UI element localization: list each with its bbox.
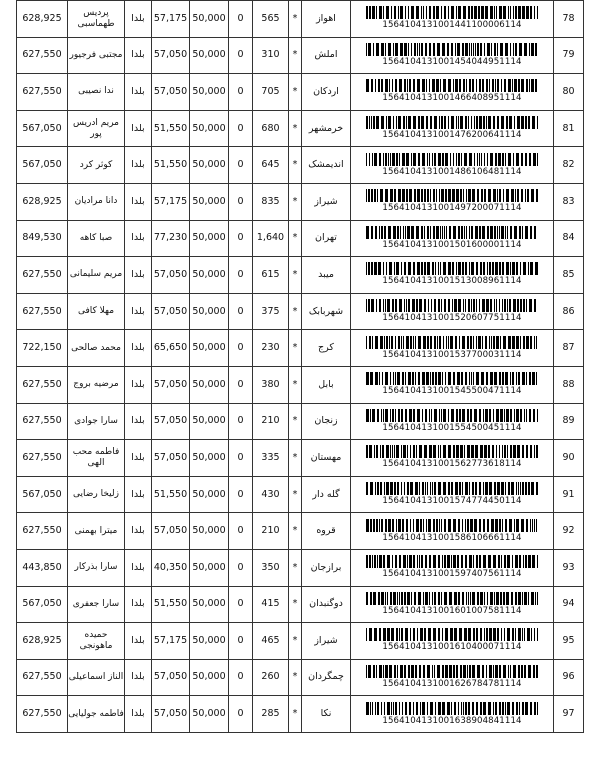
cell-city: نکا bbox=[302, 696, 351, 733]
cell-amount-c: 0 bbox=[229, 257, 253, 294]
cell-recipient-name: سارا بذرکار bbox=[68, 549, 125, 586]
cell-recipient-name: محمد صالحی bbox=[68, 330, 125, 367]
cell-weight: 1,640 bbox=[253, 220, 289, 257]
cell-mark: * bbox=[289, 183, 302, 220]
cell-amount-b: 50,000 bbox=[190, 549, 229, 586]
cell-amount-b: 50,000 bbox=[190, 696, 229, 733]
cell-mark: * bbox=[289, 366, 302, 403]
cell-status: بلدا bbox=[125, 257, 152, 294]
barcode-number: 1564104131001454044951114 bbox=[382, 56, 522, 67]
cell-amount-b: 50,000 bbox=[190, 293, 229, 330]
cell-city: اندیمشک bbox=[302, 147, 351, 184]
cell-amount-a: 57,050 bbox=[152, 513, 190, 550]
barcode-number: 1564104131001574774450114 bbox=[382, 496, 522, 507]
cell-mark: * bbox=[289, 74, 302, 111]
shipment-table bbox=[16, 0, 584, 733]
barcode-number: 1564104131001601007581114 bbox=[382, 605, 522, 616]
cell-amount-a: 77,230 bbox=[152, 220, 190, 257]
cell-amount-b: 50,000 bbox=[190, 513, 229, 550]
barcode-bars bbox=[366, 665, 538, 678]
cell-amount-a: 57,175 bbox=[152, 1, 190, 38]
cell-row-number: 81 bbox=[554, 110, 584, 147]
cell-barcode bbox=[351, 366, 554, 403]
cell-row-number: 85 bbox=[554, 257, 584, 294]
cell-amount-b: 50,000 bbox=[190, 74, 229, 111]
cell-barcode bbox=[351, 623, 554, 660]
cell-amount-a: 57,050 bbox=[152, 659, 190, 696]
cell-status: بلدا bbox=[125, 659, 152, 696]
barcode-number: 1564104131001597407561114 bbox=[382, 569, 522, 580]
cell-row-number: 78 bbox=[554, 1, 584, 38]
barcode-bars bbox=[366, 409, 538, 422]
cell-city: دوگنبدان bbox=[302, 586, 351, 623]
cell-recipient-name: سارا جوادی bbox=[68, 403, 125, 440]
barcode-number: 1564104131001520607751114 bbox=[382, 313, 522, 324]
cell-city: کرج bbox=[302, 330, 351, 367]
cell-row-number: 92 bbox=[554, 513, 584, 550]
cell-status: بلدا bbox=[125, 476, 152, 513]
cell-status: بلدا bbox=[125, 403, 152, 440]
cell-amount-a: 40,350 bbox=[152, 549, 190, 586]
cell-status: بلدا bbox=[125, 183, 152, 220]
barcode-bars bbox=[366, 153, 538, 166]
cell-total: 567,050 bbox=[17, 147, 68, 184]
table-body bbox=[17, 1, 584, 733]
cell-barcode bbox=[351, 110, 554, 147]
cell-amount-a: 57,050 bbox=[152, 37, 190, 74]
cell-mark: * bbox=[289, 476, 302, 513]
cell-barcode bbox=[351, 659, 554, 696]
cell-weight: 380 bbox=[253, 366, 289, 403]
cell-amount-a: 57,050 bbox=[152, 403, 190, 440]
barcode-bars bbox=[366, 226, 538, 239]
barcode-number: 1564104131001537700031114 bbox=[382, 349, 522, 360]
cell-amount-c: 0 bbox=[229, 513, 253, 550]
cell-row-number: 88 bbox=[554, 366, 584, 403]
cell-recipient-name: کوثر کرد bbox=[68, 147, 125, 184]
cell-status: بلدا bbox=[125, 549, 152, 586]
cell-barcode bbox=[351, 257, 554, 294]
cell-total: 849,530 bbox=[17, 220, 68, 257]
cell-amount-b: 50,000 bbox=[190, 440, 229, 477]
cell-city: قروه bbox=[302, 513, 351, 550]
cell-status: بلدا bbox=[125, 74, 152, 111]
cell-weight: 465 bbox=[253, 623, 289, 660]
cell-amount-a: 57,050 bbox=[152, 696, 190, 733]
cell-amount-c: 0 bbox=[229, 366, 253, 403]
cell-weight: 335 bbox=[253, 440, 289, 477]
cell-city: اهواز bbox=[302, 1, 351, 38]
cell-mark: * bbox=[289, 696, 302, 733]
cell-weight: 705 bbox=[253, 74, 289, 111]
cell-amount-c: 0 bbox=[229, 586, 253, 623]
barcode-number: 1564104131001562773618114 bbox=[382, 459, 522, 470]
cell-barcode bbox=[351, 440, 554, 477]
cell-weight: 645 bbox=[253, 147, 289, 184]
cell-total: 627,550 bbox=[17, 257, 68, 294]
cell-amount-c: 0 bbox=[229, 37, 253, 74]
table-row bbox=[17, 330, 584, 367]
barcode-bars bbox=[366, 189, 538, 202]
cell-city: املش bbox=[302, 37, 351, 74]
cell-status: بلدا bbox=[125, 147, 152, 184]
cell-amount-b: 50,000 bbox=[190, 476, 229, 513]
cell-city: مهستان bbox=[302, 440, 351, 477]
table-row bbox=[17, 366, 584, 403]
cell-mark: * bbox=[289, 257, 302, 294]
cell-status: بلدا bbox=[125, 330, 152, 367]
cell-total: 628,925 bbox=[17, 1, 68, 38]
barcode-bars bbox=[366, 482, 538, 495]
cell-weight: 285 bbox=[253, 696, 289, 733]
cell-amount-c: 0 bbox=[229, 476, 253, 513]
cell-amount-c: 0 bbox=[229, 696, 253, 733]
barcode-number: 1564104131001610400071114 bbox=[382, 642, 522, 653]
cell-row-number: 89 bbox=[554, 403, 584, 440]
cell-barcode bbox=[351, 74, 554, 111]
barcode-bars bbox=[366, 79, 538, 92]
cell-amount-a: 51,550 bbox=[152, 110, 190, 147]
cell-amount-b: 50,000 bbox=[190, 366, 229, 403]
cell-amount-b: 50,000 bbox=[190, 659, 229, 696]
cell-recipient-name: مهلا کافی bbox=[68, 293, 125, 330]
cell-recipient-name: پردیس طهماسبی bbox=[68, 1, 125, 38]
barcode-number: 1564104131001441100006114 bbox=[382, 20, 522, 31]
cell-recipient-name: الناز اسماعیلی bbox=[68, 659, 125, 696]
cell-amount-b: 50,000 bbox=[190, 623, 229, 660]
cell-recipient-name: مرضیه بروج bbox=[68, 366, 125, 403]
cell-recipient-name: مریم سلیمانی bbox=[68, 257, 125, 294]
cell-recipient-name: سارا جعفری bbox=[68, 586, 125, 623]
cell-mark: * bbox=[289, 440, 302, 477]
cell-mark: * bbox=[289, 220, 302, 257]
table-row bbox=[17, 403, 584, 440]
cell-amount-b: 50,000 bbox=[190, 110, 229, 147]
table-row bbox=[17, 147, 584, 184]
cell-amount-c: 0 bbox=[229, 440, 253, 477]
cell-mark: * bbox=[289, 623, 302, 660]
cell-weight: 375 bbox=[253, 293, 289, 330]
cell-mark: * bbox=[289, 403, 302, 440]
barcode-bars bbox=[366, 445, 538, 458]
cell-status: بلدا bbox=[125, 586, 152, 623]
cell-amount-a: 57,175 bbox=[152, 623, 190, 660]
cell-amount-a: 51,550 bbox=[152, 476, 190, 513]
cell-amount-b: 50,000 bbox=[190, 147, 229, 184]
cell-total: 722,150 bbox=[17, 330, 68, 367]
cell-amount-c: 0 bbox=[229, 330, 253, 367]
barcode-bars bbox=[366, 555, 538, 568]
barcode-bars bbox=[366, 43, 538, 56]
cell-amount-a: 57,050 bbox=[152, 74, 190, 111]
cell-row-number: 87 bbox=[554, 330, 584, 367]
cell-status: بلدا bbox=[125, 623, 152, 660]
cell-total: 627,550 bbox=[17, 293, 68, 330]
barcode-bars bbox=[366, 262, 538, 275]
cell-weight: 615 bbox=[253, 257, 289, 294]
cell-recipient-name: زلیخا رضایی bbox=[68, 476, 125, 513]
cell-mark: * bbox=[289, 293, 302, 330]
cell-amount-c: 0 bbox=[229, 549, 253, 586]
cell-row-number: 80 bbox=[554, 74, 584, 111]
cell-barcode bbox=[351, 37, 554, 74]
cell-mark: * bbox=[289, 513, 302, 550]
cell-barcode bbox=[351, 403, 554, 440]
cell-total: 443,850 bbox=[17, 549, 68, 586]
cell-weight: 350 bbox=[253, 549, 289, 586]
barcode-bars bbox=[366, 116, 538, 129]
cell-row-number: 84 bbox=[554, 220, 584, 257]
cell-amount-b: 50,000 bbox=[190, 586, 229, 623]
cell-total: 567,050 bbox=[17, 110, 68, 147]
cell-status: بلدا bbox=[125, 440, 152, 477]
cell-amount-c: 0 bbox=[229, 110, 253, 147]
cell-mark: * bbox=[289, 1, 302, 38]
cell-amount-a: 57,050 bbox=[152, 293, 190, 330]
table-row bbox=[17, 476, 584, 513]
cell-total: 627,550 bbox=[17, 440, 68, 477]
table-row bbox=[17, 220, 584, 257]
cell-mark: * bbox=[289, 110, 302, 147]
table-row bbox=[17, 74, 584, 111]
cell-amount-a: 57,050 bbox=[152, 366, 190, 403]
barcode-number: 1564104131001486106481114 bbox=[382, 166, 522, 177]
cell-barcode bbox=[351, 220, 554, 257]
cell-city: تهران bbox=[302, 220, 351, 257]
table-row bbox=[17, 293, 584, 330]
cell-amount-c: 0 bbox=[229, 1, 253, 38]
cell-amount-b: 50,000 bbox=[190, 183, 229, 220]
cell-row-number: 79 bbox=[554, 37, 584, 74]
cell-city: شیراز bbox=[302, 623, 351, 660]
cell-barcode bbox=[351, 513, 554, 550]
table-row bbox=[17, 513, 584, 550]
barcode-number: 1564104131001586106661114 bbox=[382, 532, 522, 543]
cell-city: برازجان bbox=[302, 549, 351, 586]
cell-barcode bbox=[351, 549, 554, 586]
table-row bbox=[17, 183, 584, 220]
barcode-number: 1564104131001554500451114 bbox=[382, 422, 522, 433]
cell-amount-c: 0 bbox=[229, 659, 253, 696]
table-row bbox=[17, 696, 584, 733]
cell-recipient-name: فاطمه محب الهی bbox=[68, 440, 125, 477]
barcode-bars bbox=[366, 519, 538, 532]
barcode-number: 1564104131001513008961114 bbox=[382, 276, 522, 287]
cell-mark: * bbox=[289, 549, 302, 586]
cell-barcode bbox=[351, 183, 554, 220]
cell-row-number: 83 bbox=[554, 183, 584, 220]
cell-status: بلدا bbox=[125, 366, 152, 403]
cell-row-number: 95 bbox=[554, 623, 584, 660]
cell-amount-c: 0 bbox=[229, 293, 253, 330]
cell-mark: * bbox=[289, 586, 302, 623]
cell-amount-a: 57,050 bbox=[152, 440, 190, 477]
cell-row-number: 90 bbox=[554, 440, 584, 477]
barcode-bars bbox=[366, 372, 538, 385]
cell-weight: 680 bbox=[253, 110, 289, 147]
cell-total: 627,550 bbox=[17, 403, 68, 440]
cell-amount-c: 0 bbox=[229, 74, 253, 111]
cell-row-number: 91 bbox=[554, 476, 584, 513]
cell-barcode bbox=[351, 293, 554, 330]
cell-row-number: 82 bbox=[554, 147, 584, 184]
cell-total: 567,050 bbox=[17, 476, 68, 513]
cell-mark: * bbox=[289, 659, 302, 696]
cell-recipient-name: فاطمه جولیایی bbox=[68, 696, 125, 733]
cell-city: خرمشهر bbox=[302, 110, 351, 147]
cell-total: 627,550 bbox=[17, 74, 68, 111]
cell-weight: 310 bbox=[253, 37, 289, 74]
cell-total: 627,550 bbox=[17, 366, 68, 403]
cell-amount-a: 57,175 bbox=[152, 183, 190, 220]
cell-weight: 230 bbox=[253, 330, 289, 367]
cell-recipient-name: مجتبی فرجیور bbox=[68, 37, 125, 74]
barcode-bars bbox=[366, 336, 538, 349]
barcode-number: 1564104131001545500471114 bbox=[382, 386, 522, 397]
cell-weight: 835 bbox=[253, 183, 289, 220]
cell-recipient-name: دانا مرادیان bbox=[68, 183, 125, 220]
cell-status: بلدا bbox=[125, 513, 152, 550]
cell-amount-b: 50,000 bbox=[190, 220, 229, 257]
cell-city: چمگردان bbox=[302, 659, 351, 696]
table-row bbox=[17, 37, 584, 74]
table-row bbox=[17, 623, 584, 660]
cell-amount-b: 50,000 bbox=[190, 330, 229, 367]
cell-recipient-name: صبا کاهه bbox=[68, 220, 125, 257]
barcode-number: 1564104131001638904841114 bbox=[382, 715, 522, 726]
cell-weight: 260 bbox=[253, 659, 289, 696]
cell-total: 628,925 bbox=[17, 623, 68, 660]
cell-row-number: 97 bbox=[554, 696, 584, 733]
cell-barcode bbox=[351, 586, 554, 623]
cell-row-number: 94 bbox=[554, 586, 584, 623]
cell-amount-a: 57,050 bbox=[152, 257, 190, 294]
cell-amount-c: 0 bbox=[229, 147, 253, 184]
cell-amount-b: 50,000 bbox=[190, 403, 229, 440]
cell-amount-b: 50,000 bbox=[190, 1, 229, 38]
cell-amount-c: 0 bbox=[229, 220, 253, 257]
cell-recipient-name: حمیده ماهونجی bbox=[68, 623, 125, 660]
cell-row-number: 96 bbox=[554, 659, 584, 696]
cell-total: 627,550 bbox=[17, 37, 68, 74]
barcode-number: 1564104131001501600001114 bbox=[382, 239, 522, 250]
cell-total: 567,050 bbox=[17, 586, 68, 623]
cell-amount-a: 51,550 bbox=[152, 586, 190, 623]
cell-status: بلدا bbox=[125, 293, 152, 330]
cell-city: شهربابک bbox=[302, 293, 351, 330]
barcode-number: 1564104131001466408951114 bbox=[382, 93, 522, 104]
cell-weight: 210 bbox=[253, 513, 289, 550]
cell-status: بلدا bbox=[125, 696, 152, 733]
barcode-bars bbox=[366, 299, 538, 312]
cell-weight: 210 bbox=[253, 403, 289, 440]
cell-mark: * bbox=[289, 330, 302, 367]
cell-total: 628,925 bbox=[17, 183, 68, 220]
cell-recipient-name: ندا نصیبی bbox=[68, 74, 125, 111]
table-row bbox=[17, 1, 584, 38]
cell-row-number: 86 bbox=[554, 293, 584, 330]
cell-amount-b: 50,000 bbox=[190, 37, 229, 74]
cell-barcode bbox=[351, 696, 554, 733]
cell-amount-c: 0 bbox=[229, 623, 253, 660]
table-row bbox=[17, 586, 584, 623]
barcode-bars bbox=[366, 702, 538, 715]
cell-weight: 415 bbox=[253, 586, 289, 623]
cell-amount-a: 65,650 bbox=[152, 330, 190, 367]
cell-barcode bbox=[351, 330, 554, 367]
cell-total: 627,550 bbox=[17, 513, 68, 550]
cell-recipient-name: میترا بهمنی bbox=[68, 513, 125, 550]
barcode-bars bbox=[366, 6, 538, 19]
barcode-bars bbox=[366, 592, 538, 605]
cell-status: بلدا bbox=[125, 220, 152, 257]
cell-city: اردکان bbox=[302, 74, 351, 111]
barcode-number: 1564104131001476200641114 bbox=[382, 130, 522, 141]
cell-city: گله دار bbox=[302, 476, 351, 513]
table-row bbox=[17, 110, 584, 147]
table-row bbox=[17, 440, 584, 477]
cell-mark: * bbox=[289, 37, 302, 74]
cell-amount-a: 51,550 bbox=[152, 147, 190, 184]
cell-city: شیراز bbox=[302, 183, 351, 220]
cell-status: بلدا bbox=[125, 110, 152, 147]
barcode-bars bbox=[366, 628, 538, 641]
cell-recipient-name: مریم ادریس پور bbox=[68, 110, 125, 147]
cell-mark: * bbox=[289, 147, 302, 184]
barcode-number: 1564104131001626784781114 bbox=[382, 678, 522, 689]
table-row bbox=[17, 257, 584, 294]
cell-amount-c: 0 bbox=[229, 403, 253, 440]
cell-total: 627,550 bbox=[17, 659, 68, 696]
cell-barcode bbox=[351, 147, 554, 184]
cell-city: بابل bbox=[302, 366, 351, 403]
cell-barcode bbox=[351, 476, 554, 513]
table-row bbox=[17, 659, 584, 696]
cell-barcode bbox=[351, 1, 554, 38]
cell-weight: 430 bbox=[253, 476, 289, 513]
cell-total: 627,550 bbox=[17, 696, 68, 733]
cell-status: بلدا bbox=[125, 37, 152, 74]
cell-row-number: 93 bbox=[554, 549, 584, 586]
table-row bbox=[17, 549, 584, 586]
cell-city: زنجان bbox=[302, 403, 351, 440]
cell-city: میبد bbox=[302, 257, 351, 294]
cell-status: بلدا bbox=[125, 1, 152, 38]
cell-amount-b: 50,000 bbox=[190, 257, 229, 294]
barcode-number: 1564104131001497200071114 bbox=[382, 203, 522, 214]
cell-amount-c: 0 bbox=[229, 183, 253, 220]
cell-weight: 565 bbox=[253, 1, 289, 38]
